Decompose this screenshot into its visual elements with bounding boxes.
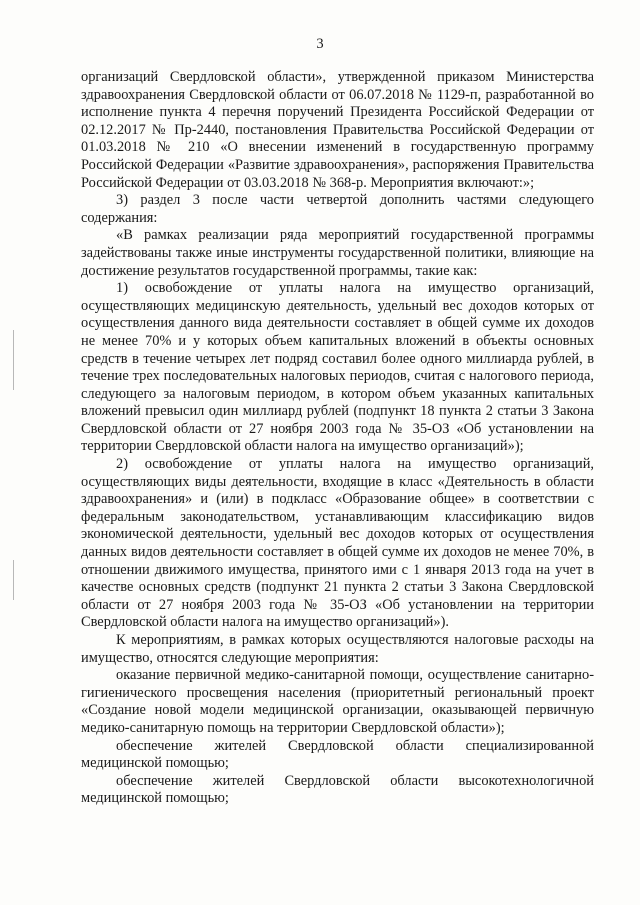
- paragraph-measure-specialized-care: обеспечение жителей Свердловской области специализированной медицинской помощью;: [81, 737, 594, 772]
- document-body: [81, 69, 594, 808]
- paragraph-measures-intro: К мероприятиям, в рамках которых осуществляются налоговые расходы на имущество, относятся следующие мероприятия:: [81, 632, 594, 666]
- paragraph-measure-primary-care: оказание первичной медико-санитарной помощи, осуществление санитарно-гигиенического просвещения населения (приоритетный региональный проект «Создание новой модели медицинской организации, оказывающей первичную медико-санитарную помощь на территории Свердловской области»);: [81, 667, 594, 736]
- paragraph-subitem-2: 2) освобождение от уплаты налога на имущество организаций, осуществляющих виды деятельности, входящие в класс «Деятельность в области здравоохранения» и (или) в подкласс «Образование общее» в соответствии с федеральным законодательством, устанавливающим классификацию видов экономической деятельности, удельный вес доходов которых от осуществления данных видов деятельности составляет в общей сумме их доходов не менее 70%, в отношении движимого имущества, принятого ими с 1 января 2013 года на учет в качестве основных средств (подпункт 21 пункта 2 статьи 3 Закона Свердловской области от 27 ноября 2003 года № 35-ОЗ «Об установлении на территории Свердловской области налога на имущество организаций»).: [81, 456, 594, 631]
- scan-artifact-line: [13, 330, 14, 390]
- paragraph-measure-high-tech-care: обеспечение жителей Свердловской области высокотехнологичной медицинской помощью;: [81, 772, 594, 807]
- page-number: 3: [316, 36, 324, 52]
- scan-artifact-line: [13, 560, 14, 600]
- paragraph-quote-intro: «В рамках реализации ряда мероприятий государственной программы задействованы также иные инструменты государственной политики, влияющие на достижение результатов государственной программы, такие как:: [81, 227, 594, 279]
- paragraph-continuation: организаций Свердловской области», утвержденной приказом Министерства здравоохранения Свердловской области от 06.07.2018 № 1129-п, разработанной во исполнение пункта 4 перечня поручений Президента Российской Федерации от 02.12.2017 № Пр-2440, постановления Правительства Российской Федерации от 01.03.2018 № 210 «О внесении изменений в государственную программу Российской Федерации «Развитие здравоохранения», распоряжения Правительства Российской Федерации от 03.03.2018 № 368-р. Мероприятия включают:»;: [81, 69, 594, 191]
- paragraph-item-3: 3) раздел 3 после части четвертой дополнить частями следующего содержания:: [81, 192, 594, 226]
- paragraph-subitem-1: 1) освобождение от уплаты налога на имущество организаций, осуществляющих медицинскую деятельность, удельный вес доходов которых от осуществления данного вида деятельности составляет в общей сумме их доходов не менее 70% и у которых объем капитальных вложений в объекты основных средств в течение четырех лет подряд составил более одного миллиарда рублей, в течение трех последовательных налоговых периодов, считая с налогового периода, следующего за налоговым периодом, в котором объем указанных капитальных вложений превысил один миллиард рублей (подпункт 18 пункта 2 статьи 3 Закона Свердловской области от 27 ноября 2003 года № 35-ОЗ «Об установлении на территории Свердловской области налога на имущество организаций»);: [81, 280, 594, 455]
